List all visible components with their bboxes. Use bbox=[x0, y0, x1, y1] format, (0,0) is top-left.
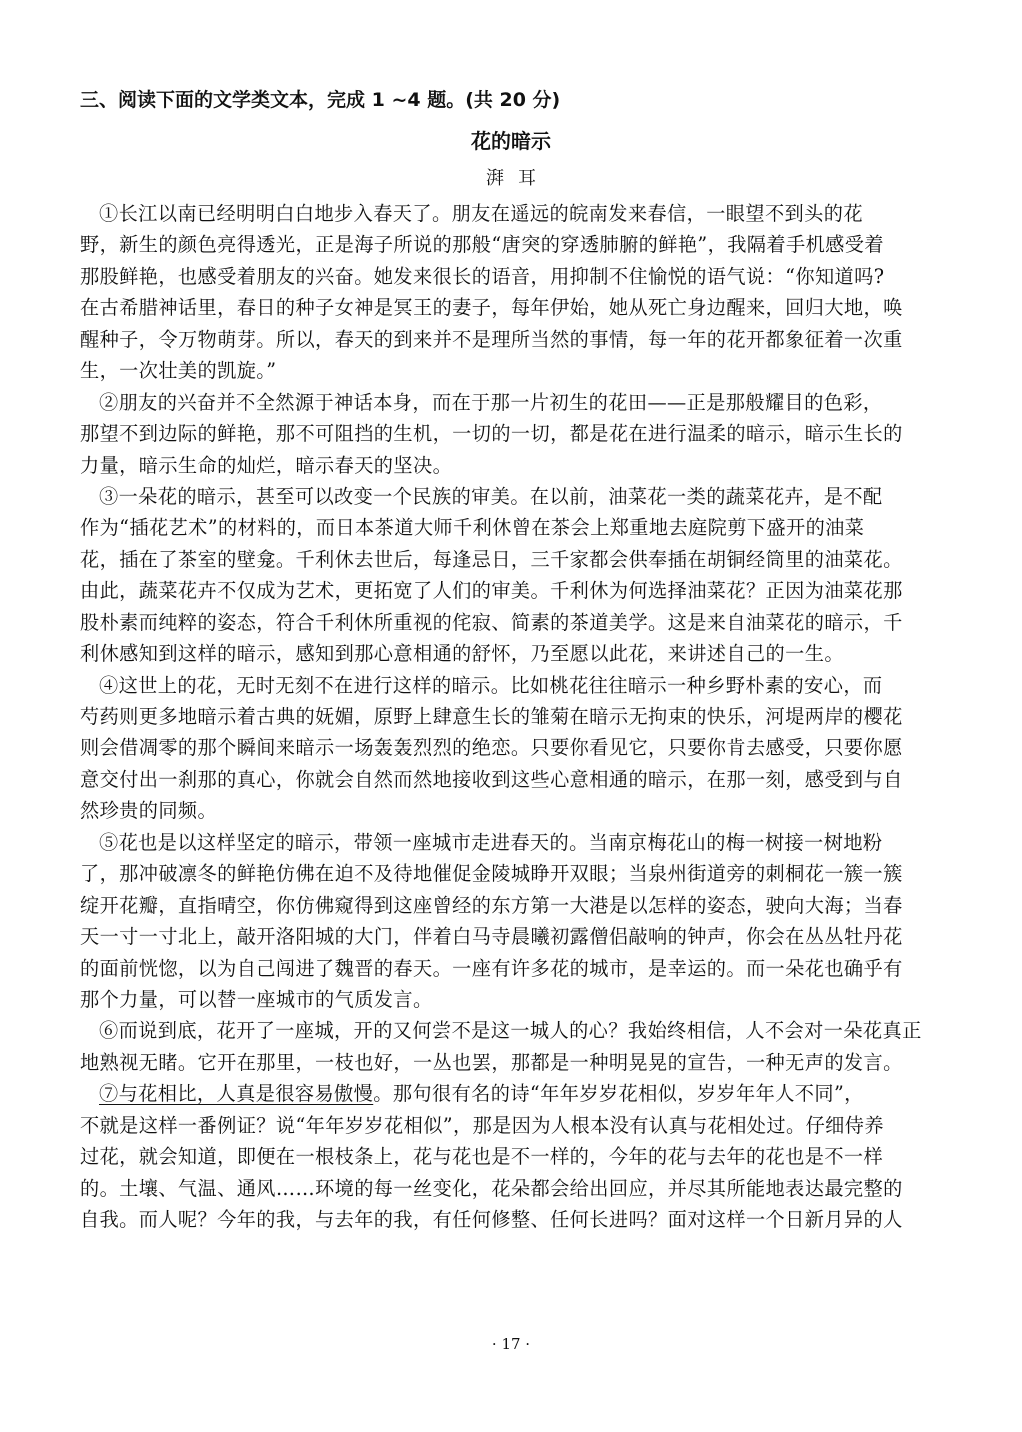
text-line: ④这世上的花，无时无刻不在进行这样的暗示。比如桃花往往暗示一种乡野朴素的安心，而 bbox=[99, 673, 883, 697]
paragraph-4 bbox=[80, 670, 944, 827]
text-line: 了，那冲破凛冬的鲜艳仿佛在迫不及待地催促金陵城睁开双眼；当泉州街道旁的刺桐花一簇一簇 bbox=[80, 862, 903, 886]
text-line: 则会借凋零的那个瞬间来暗示一场轰轰烈烈的绝恋。只要你看见它，只要你肯去感受，只要你愿 bbox=[80, 736, 903, 760]
text-line: 由此，蔬菜花卉不仅成为艺术，更拓宽了人们的审美。千利休为何选择油菜花？正因为油菜花那 bbox=[80, 579, 903, 603]
text-line: 生，一次壮美的凯旋。” bbox=[80, 359, 277, 383]
section-heading: 三、阅读下面的文学类文本，完成 1 ~4 题。(共 20 分) bbox=[80, 89, 561, 111]
text-line: 花，插在了茶室的壁龛。千利休去世后，每逢忌日，三千家都会供奉插在胡铜经筒里的油菜花。 bbox=[80, 547, 903, 571]
article-author: 湃耳 bbox=[486, 168, 550, 189]
text-line: 芍药则更多地暗示着古典的妩媚，原野上肆意生长的雏菊在暗示无拘束的快乐，河堤两岸的樱花 bbox=[80, 705, 903, 728]
text-line: 地熟视无睹。它开在那里，一枝也好，一丛也罢，那都是一种明晃晃的宣告，一种无声的发言。 bbox=[80, 1050, 903, 1074]
text-line: ②朋友的兴奋并不全然源于神话本身，而在于那一片初生的花田——正是那般耀目的色彩， bbox=[99, 390, 883, 414]
paragraph-1 bbox=[80, 198, 944, 387]
text-line: 力量，暗示生命的灿烂，暗示春天的坚决。 bbox=[80, 453, 453, 477]
text-line: ③一朵花的暗示，甚至可以改变一个民族的审美。在以前，油菜花一类的蔬菜花卉，是不配 bbox=[99, 484, 883, 508]
text-line: 作为“插花艺术”的材料的，而日本茶道大师千利休曾在茶会上郑重地去庭院剪下盛开的油菜 bbox=[80, 516, 865, 540]
paragraph-7 bbox=[80, 1078, 944, 1235]
text-line: ⑤花也是以这样坚定的暗示，带领一座城市走进春天的。当南京梅花山的梅一树接一树地粉 bbox=[99, 830, 883, 854]
text-line: 那股鲜艳，也感受着朋友的兴奋。她发来很长的语音，用抑制不住愉悦的语气说：“你知道吗? bbox=[80, 264, 885, 288]
paragraph-5 bbox=[80, 827, 944, 1016]
text-line bbox=[80, 1078, 944, 1109]
paragraph-2 bbox=[80, 387, 944, 481]
text-line: 的面前恍惚，以为自己闯进了魏晋的春天。一座有许多花的城市，是幸运的。而一朵花也确乎有 bbox=[80, 956, 903, 980]
text-line: 意交付出一刹那的真心，你就会自然而然地接收到这些心意相通的暗示，在那一刻，感受到与自 bbox=[80, 767, 903, 791]
text-line: 自我。而人呢？今年的我，与去年的我，有任何修整、任何长进吗？面对这样一个日新月异的人 bbox=[80, 1208, 903, 1231]
paragraph-6 bbox=[80, 1015, 944, 1078]
underlined-sentence: ⑦与花相比，人真是很容易傲慢 bbox=[99, 1082, 374, 1106]
text-line: 野，新生的颜色亮得透光，正是海子所说的那般“唐突的穿透肺腑的鲜艳”，我隔着手机感受着 bbox=[80, 233, 884, 257]
text-line: 天一寸一寸北上，敲开洛阳城的大门，伴着白马寺晨曦初露僧侣敲响的钟声，你会在丛丛牡丹花 bbox=[80, 925, 903, 949]
text-line: 然珍贵的同频。 bbox=[80, 799, 218, 823]
text-line: 醒种子，令万物萌芽。所以，春天的到来并不是理所当然的事情，每一年的花开都象征着一次重 bbox=[80, 327, 903, 351]
text-line: 不就是这样一番例证？说“年年岁岁花相似”，那是因为人根本没有认真与花相处过。仔细侍养 bbox=[80, 1113, 884, 1137]
text-line: ⑥而说到底，花开了一座城，开的又何尝不是这一城人的心？我始终相信，人不会对一朵花真正 bbox=[99, 1019, 922, 1043]
text-line: 那望不到边际的鲜艳，那不可阻挡的生机，一切的一切，都是花在进行温柔的暗示，暗示生长的 bbox=[80, 422, 903, 446]
text-line: 在古希腊神话里，春日的种子女神是冥王的妻子，每年伊始，她从死亡身边醒来，回归大地，唤 bbox=[80, 296, 903, 320]
article-body bbox=[80, 198, 944, 1235]
text-line: ①长江以南已经明明白白地步入春天了。朋友在遥远的皖南发来春信，一眼望不到头的花 bbox=[99, 202, 863, 225]
article-title: 花的暗示 bbox=[471, 129, 551, 153]
text-line: 绽开花瓣，直指晴空，你仿佛窥得到这座曾经的东方第一大港是以怎样的姿态，驶向大海；当春 bbox=[80, 893, 903, 917]
text-line: 股朴素而纯粹的姿态，符合千利休所重视的侘寂、简素的茶道美学。这是来自油菜花的暗示，千 bbox=[80, 610, 903, 634]
text-span: 。那句很有名的诗“年年岁岁花相似，岁岁年年人不同”， bbox=[373, 1082, 864, 1106]
text-line: 那个力量，可以替一座城市的气质发言。 bbox=[80, 987, 433, 1011]
text-line: 利休感知到这样的暗示，感知到那心意相通的舒怀，乃至愿以此花，来讲述自己的一生。 bbox=[80, 642, 844, 666]
text-line: 过花，就会知道，即便在一根枝条上，花与花也是不一样的，今年的花与去年的花也是不一样 bbox=[80, 1145, 884, 1169]
paragraph-3 bbox=[80, 481, 944, 670]
text-line: 的。土壤、气温、通风……环境的每一丝变化，花朵都会给出回应，并尽其所能地表达最完整的 bbox=[80, 1176, 903, 1200]
page-number: · 17 · bbox=[491, 1335, 531, 1353]
